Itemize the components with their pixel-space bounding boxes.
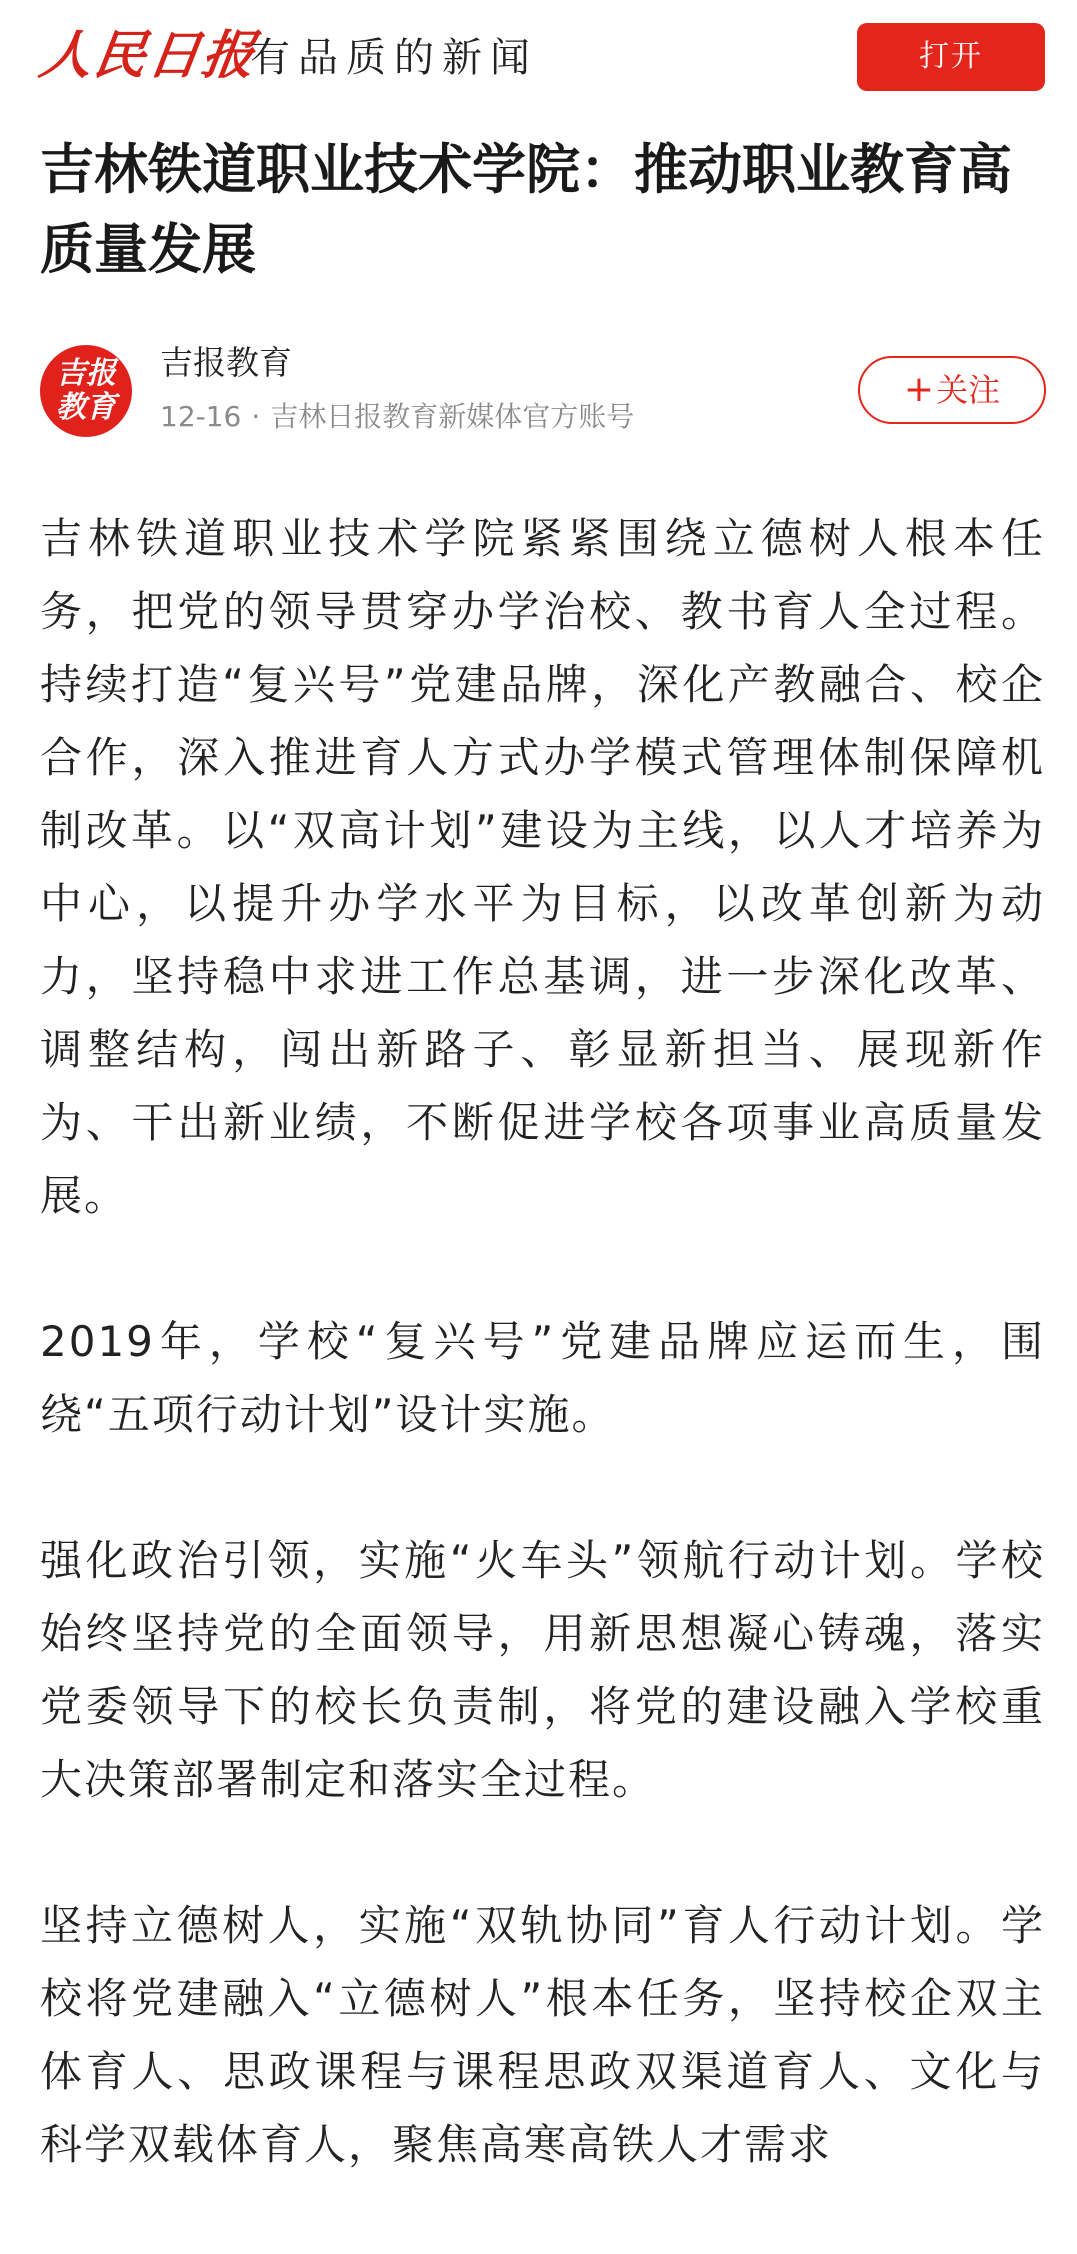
article-paragraph: 坚持立德树人，实施“双轨协同”育人行动计划。学校将党建融入“立德树人”根本任务，坚持校企双主体育人、思政课程与课程思政双渠道育人、文化与科学双载体育人，聚焦高寒高铁人才需求 [40,1901,1045,2169]
header-slogan: 有品质的新闻 [250,35,538,81]
article-paragraph: 强化政治引领，实施“火车头”领航行动计划。学校始终坚持党的全面领导，用新思想凝心铸魂，落实党委领导下的校长负责制，将党的建设融入学校重大决策部署制定和落实全过程。 [40,1536,1045,1804]
plus-icon: + [903,369,935,410]
avatar-text-line2: 教育 [56,390,116,425]
open-app-button[interactable]: 打开 [857,23,1045,91]
author-avatar[interactable] [40,345,132,437]
article-meta [160,397,634,437]
article-body [40,502,1045,2254]
top-bar [0,0,1077,112]
author-description: 吉林日报教育新媒体官方账号 [270,400,635,433]
follow-button[interactable] [858,356,1046,424]
peoples-daily-logo[interactable]: 人民日报 [35,25,261,86]
author-name[interactable]: 吉报教育 [160,343,292,382]
meta-separator: · [251,400,261,433]
follow-label: 关注 [936,371,1001,409]
article-title: 吉林铁道职业技术学院：推动职业教育高质量发展 [40,138,1012,281]
article-paragraph: 吉林铁道职业技术学院紧紧围绕立德树人根本任务，把党的领导贯穿办学治校、教书育人全过程。持续打造“复兴号”党建品牌，深化产教融合、校企合作，深入推进育人方式办学模式管理体制保障机制改革。以“双高计划”建设为主线，以人才培养为中心，以提升办学水平为目标，以改革创新为动力，坚持稳中求进工作总基调，进一步深化改革、调整结构，闯出新路子、彰显新担当、展现新作为、干出新业绩，不断促进学校各项事业高质量发展。 [40,514,1045,1220]
avatar-text-line1: 吉报 [56,356,116,391]
publish-date: 12-16 [160,400,242,433]
article-paragraph: 2019年，学校“复兴号”党建品牌应运而生，围绕“五项行动计划”设计实施。 [40,1317,1045,1439]
